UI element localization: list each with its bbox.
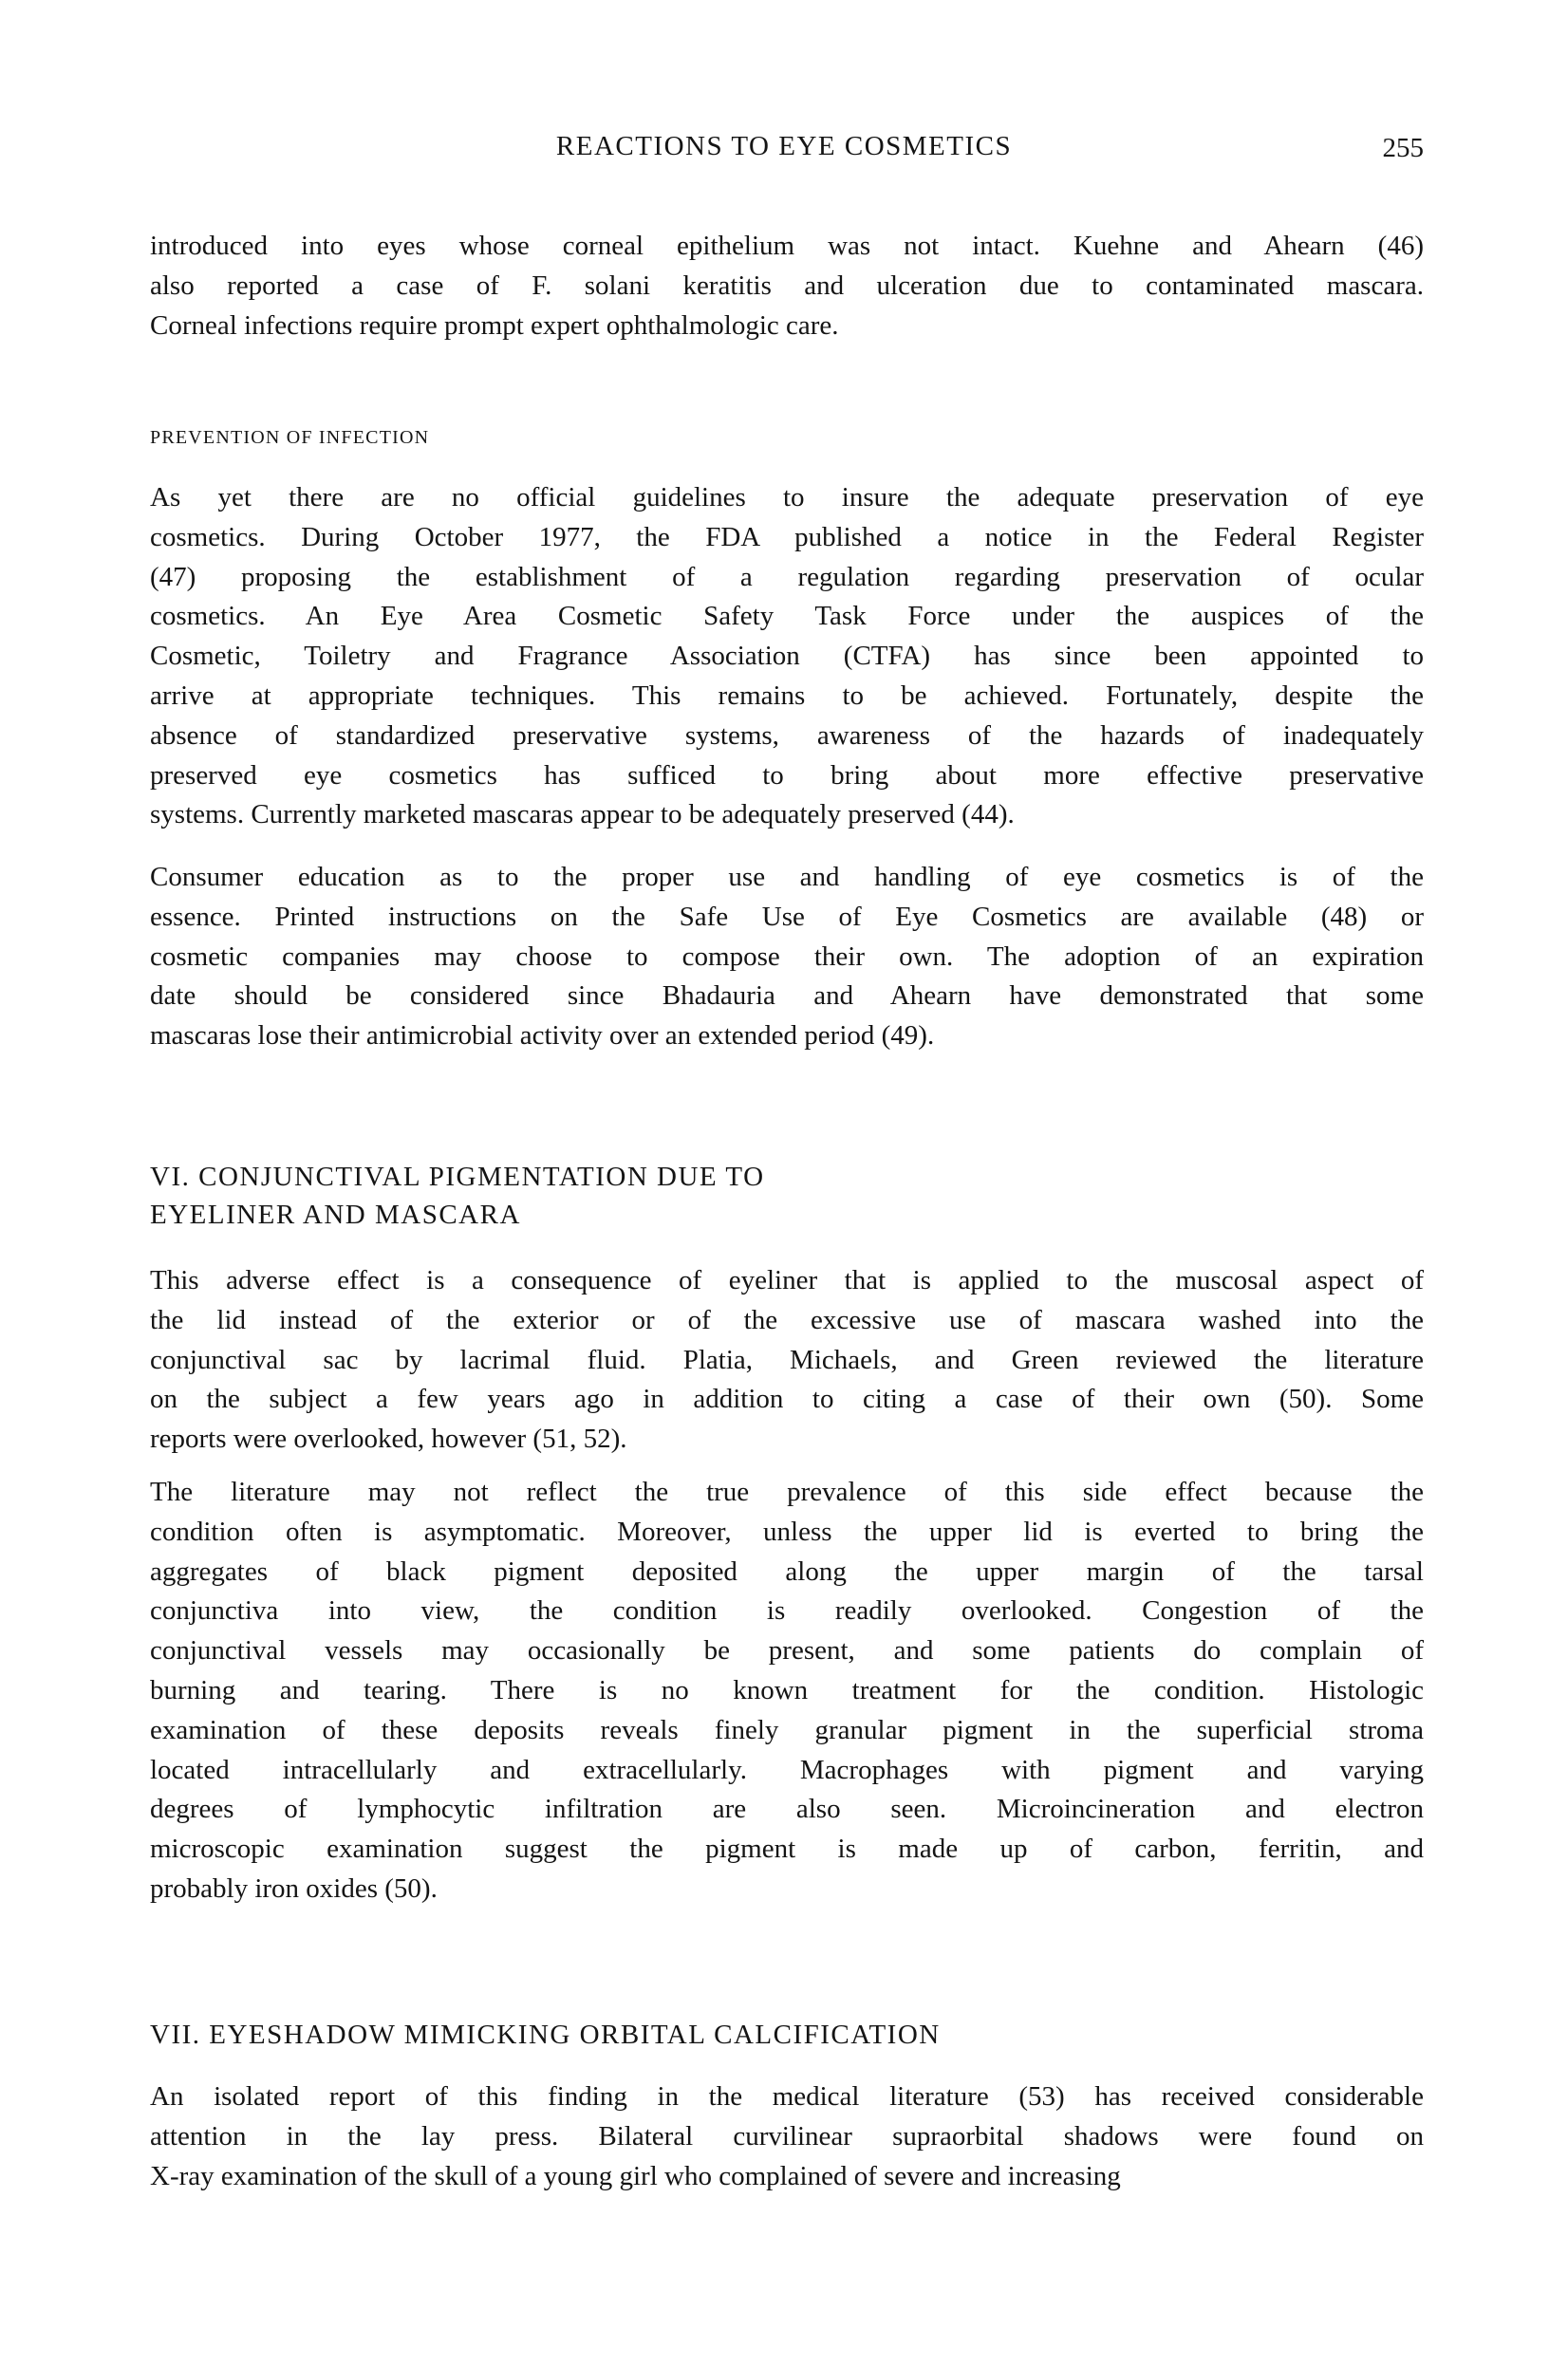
- text-line: burning and tearing. There is no known treatment for the condition. Histologic: [150, 1674, 1424, 1705]
- text-line: date should be considered since Bhadauria and Ahearn have demonstrated that some: [150, 980, 1424, 1012]
- paragraph-corneal-infection: [150, 227, 1424, 345]
- text-line: systems. Currently marketed mascaras appear to be adequately preserved (44).: [150, 799, 1015, 830]
- paragraph-consumer-education: [150, 858, 1424, 1056]
- text-line: Corneal infections require prompt expert ophthalmologic care.: [150, 309, 839, 341]
- section-heading-vi: [150, 1158, 765, 1234]
- paragraph-pigmentation-prevalence: [150, 1473, 1424, 1910]
- text-line: X-ray examination of the skull of a young girl who complained of severe and increasing: [150, 2160, 1121, 2191]
- text-line: condition often is asymptomatic. Moreover, unless the upper lid is everted to bring the: [150, 1516, 1424, 1547]
- text-line: cosmetics. An Eye Area Cosmetic Safety Task Force under the auspices of the: [150, 601, 1424, 632]
- text-line: degrees of lymphocytic infiltration are also seen. Microincineration and electron: [150, 1794, 1424, 1825]
- paragraph-pigmentation-cause: [150, 1261, 1424, 1460]
- text-line: An isolated report of this finding in the medical literature (53) has received considerable: [150, 2081, 1424, 2112]
- text-line: conjunctiva into view, the condition is readily overlooked. Congestion of the: [150, 1595, 1424, 1627]
- text-line: essence. Printed instructions on the Safe Use of Eye Cosmetics are available (48) or: [150, 901, 1424, 932]
- text-line: (47) proposing the establishment of a regulation regarding preservation of ocular: [150, 561, 1424, 592]
- text-line: microscopic examination suggest the pigment is made up of carbon, ferritin, and: [150, 1834, 1424, 1865]
- text-line: arrive at appropriate techniques. This remains to be achieved. Fortunately, despite the: [150, 680, 1424, 711]
- text-line: cosmetic companies may choose to compose their own. The adoption of an expiration: [150, 941, 1424, 972]
- paragraph-preservation: [150, 478, 1424, 835]
- text-line: reports were overlooked, however (51, 52).: [150, 1424, 627, 1455]
- text-line: Cosmetic, Toiletry and Fragrance Association (CTFA) has since been appointed to: [150, 641, 1424, 672]
- text-line: cosmetics. During October 1977, the FDA published a notice in the Federal Register: [150, 521, 1424, 552]
- running-head: REACTIONS TO EYE COSMETICS: [555, 131, 1013, 161]
- paragraph-eyeshadow-report: [150, 2077, 1424, 2196]
- text-line: the lid instead of the exterior or of the excessive use of mascara washed into the: [150, 1304, 1424, 1335]
- text-line: conjunctival vessels may occasionally be present, and some patients do complain of: [150, 1635, 1424, 1667]
- text-line: introduced into eyes whose corneal epithelium was not intact. Kuehne and Ahearn (46): [150, 231, 1424, 261]
- text-line: preserved eye cosmetics has sufficed to bring about more effective preservative: [150, 759, 1424, 791]
- text-line: absence of standardized preservative systems, awareness of the hazards of inadequately: [150, 719, 1424, 751]
- text-line: probably iron oxides (50).: [150, 1872, 438, 1904]
- section-heading-vi-line1: VI. CONJUNCTIVAL PIGMENTATION DUE TO: [150, 1162, 765, 1192]
- text-line: also reported a case of F. solani keratitis and ulceration due to contaminated mascara.: [150, 270, 1424, 301]
- text-line: aggregates of black pigment deposited along the upper margin of the tarsal: [150, 1556, 1424, 1587]
- section-heading-vii: VII. EYESHADOW MIMICKING ORBITAL CALCIFICATION: [150, 2020, 941, 2050]
- page-number: 255: [1382, 133, 1424, 163]
- text-line: on the subject a few years ago in addition to citing a case of their own (50). Some: [150, 1384, 1424, 1415]
- text-line: As yet there are no official guidelines to insure the adequate preservation of eye: [150, 482, 1424, 512]
- text-line: conjunctival sac by lacrimal fluid. Platia, Michaels, and Green reviewed the literature: [150, 1344, 1424, 1375]
- text-line: examination of these deposits reveals finely granular pigment in the superficial stroma: [150, 1714, 1424, 1745]
- subheading-prevention-of-infection: PREVENTION OF INFECTION: [150, 427, 430, 448]
- section-heading-vi-line2: EYELINER AND MASCARA: [150, 1200, 521, 1230]
- text-line: located intracellularly and extracellularly. Macrophages with pigment and varying: [150, 1754, 1424, 1785]
- text-line: Consumer education as to the proper use and handling of eye cosmetics is of the: [150, 862, 1424, 892]
- text-line: The literature may not reflect the true prevalence of this side effect because the: [150, 1477, 1424, 1507]
- text-line: This adverse effect is a consequence of eyeliner that is applied to the muscosal aspect of: [150, 1265, 1424, 1295]
- text-line: attention in the lay press. Bilateral curvilinear supraorbital shadows were found on: [150, 2120, 1424, 2152]
- text-line: mascaras lose their antimicrobial activity over an extended period (49).: [150, 1020, 935, 1052]
